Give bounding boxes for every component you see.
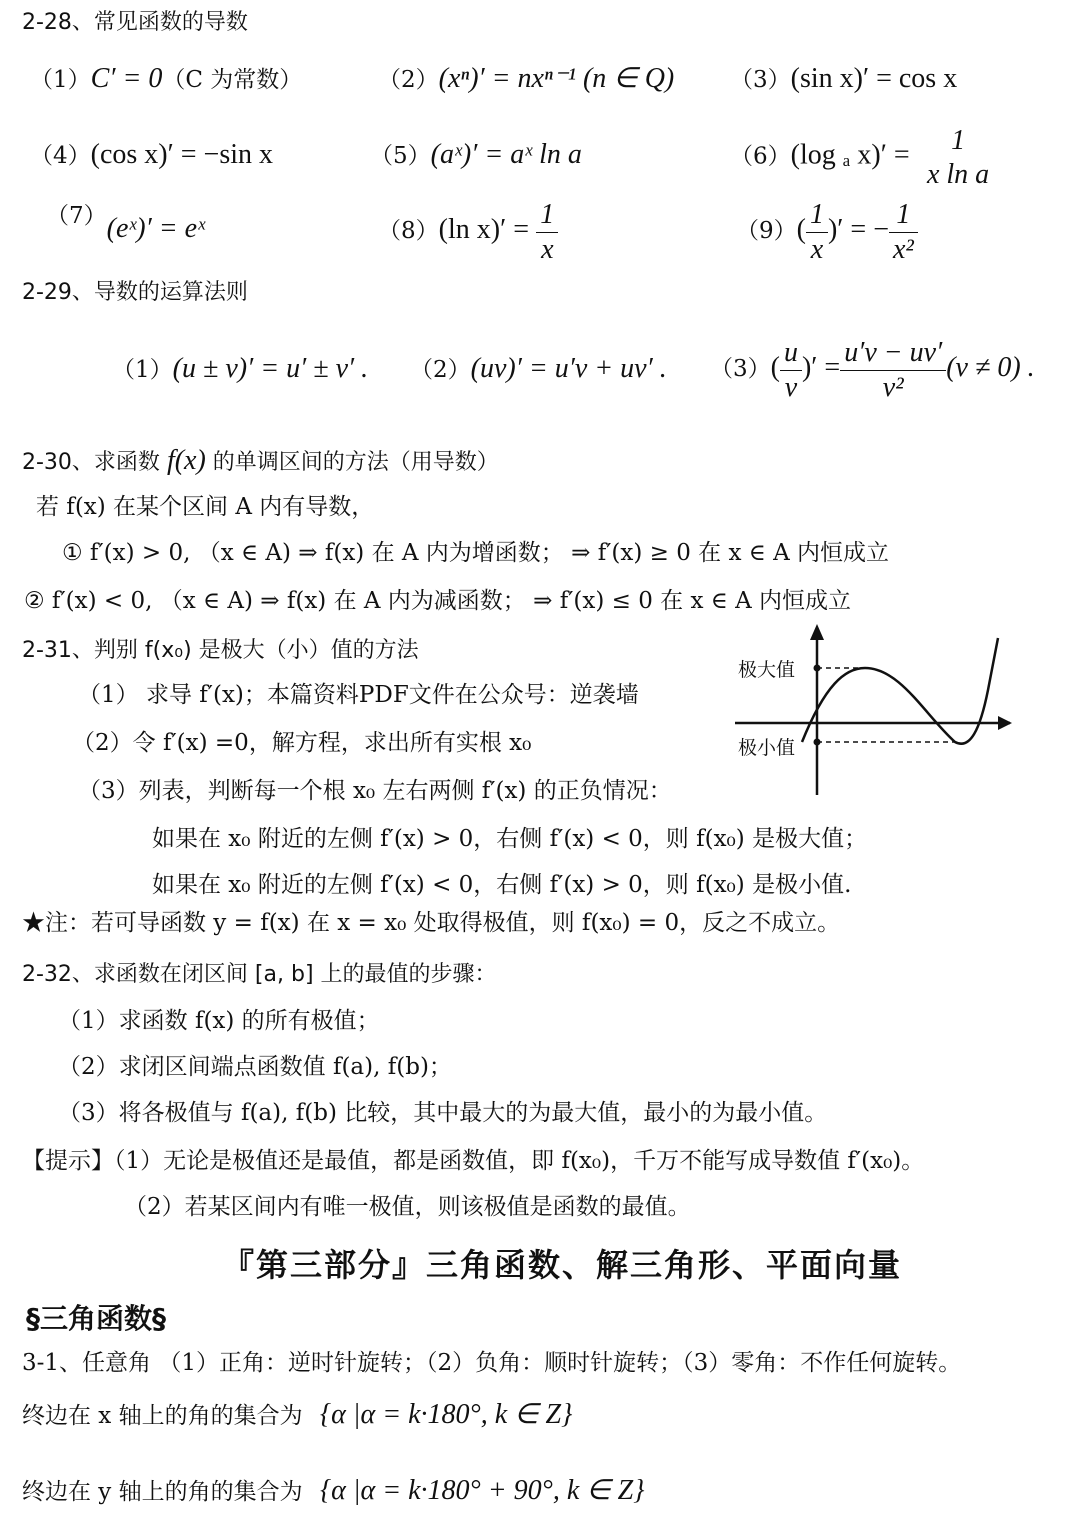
- fraction-denominator: x ln a: [926, 158, 990, 190]
- fraction-numerator: 1: [806, 198, 828, 233]
- extremum-step-3: （3）列表，判断每一个根 x₀ 左右两侧 f′(x) 的正负情况：: [78, 778, 672, 804]
- set-description: 终边在 x 轴上的角的集合为: [22, 1403, 303, 1429]
- formula-number: （2）: [378, 67, 439, 93]
- part-3-title: 『第三部分』三角函数、解三角形、平面向量: [222, 1246, 903, 1284]
- formula-expression: (cos x)′ = −sin x: [90, 139, 273, 170]
- formula-number: （1）: [30, 67, 91, 93]
- formula-lhs: (log ₐ x)′ =: [790, 139, 910, 171]
- formula-number: （3）: [730, 67, 791, 93]
- derivative-formula-9: [736, 198, 918, 266]
- graph-min-point: [814, 739, 821, 746]
- extremum-case-min: 如果在 x₀ 附近的左侧 f′(x) < 0，右侧 f′(x) > 0，则 f(x₀) 是极小值.: [152, 872, 852, 898]
- section-3-1-text: 3-1、任意角 （1）正角：逆时针旋转；（2）负角：顺时针旋转；（3）零角：不作任何旋转。: [22, 1350, 962, 1376]
- derivative-formula-3: [730, 62, 957, 96]
- formula-expression: (eˣ)′ = eˣ: [106, 213, 205, 244]
- formula-number: （5）: [370, 143, 431, 169]
- formula-paren-open: (: [796, 214, 806, 246]
- fraction-denominator: x²: [893, 233, 914, 265]
- derivative-formula-4: [30, 138, 273, 172]
- formula-fraction: [923, 124, 993, 191]
- fraction-denominator: v²: [882, 371, 904, 403]
- derivative-formula-1: [30, 62, 302, 96]
- rule-expression: (uv)′ = u′v + uv′ .: [470, 353, 667, 384]
- extremum-step-1: （1） 求导 f′(x)；本篇资料PDF文件在公众号：逆袭墙: [78, 682, 639, 708]
- extremum-case-max: 如果在 x₀ 附近的左侧 f′(x) > 0，右侧 f′(x) < 0，则 f(x₀) 是极大值；: [152, 826, 868, 852]
- fraction-denominator: x: [541, 233, 554, 265]
- rule-2: [410, 352, 667, 386]
- formula-expression: C′ = 0: [90, 63, 163, 94]
- rule-fraction-left: [780, 336, 802, 404]
- graph-x-axis-arrow: [998, 716, 1012, 730]
- set-description: 终边在 y 轴上的角的集合为: [22, 1479, 303, 1505]
- formula-fraction: [536, 198, 558, 266]
- rule-number: （2）: [410, 357, 471, 383]
- fraction-numerator: u′v − uv′: [840, 336, 946, 371]
- section-2-30-heading: [22, 444, 499, 478]
- heading-text: 的单调区间的方法（用导数）: [212, 450, 499, 475]
- formula-fraction-left: [806, 198, 828, 266]
- hint-2: （2）若某区间内有唯一极值，则该极值是函数的最值。: [124, 1194, 691, 1220]
- rule-fraction-right: [840, 336, 946, 404]
- fraction-numerator: 1: [536, 198, 558, 233]
- rule-condition: (v ≠ 0) .: [946, 352, 1035, 384]
- section-2-32-heading: 2-32、求函数在闭区间 [a, b] 上的最值的步骤：: [22, 962, 497, 987]
- set-expression: {α |α = k·180° + 90°, k ∈ Z}: [319, 1475, 645, 1506]
- formula-expression: (aˣ)′ = aˣ ln a: [430, 139, 582, 170]
- formula-number: （6）: [730, 143, 791, 170]
- formula-expression: (xⁿ)′ = nxⁿ⁻¹ (n ∈ Q): [438, 63, 675, 94]
- fraction-numerator: 1: [889, 198, 918, 233]
- section-2-29-heading: 2-29、导数的运算法则: [22, 280, 248, 305]
- formula-number: （7）: [46, 203, 107, 229]
- derivative-formula-8: [378, 198, 558, 266]
- graph-min-label: 极小值: [738, 737, 796, 759]
- section-2-31-heading: 2-31、判别 f(x₀) 是极大（小）值的方法: [22, 638, 419, 663]
- derivative-formula-6: [730, 124, 993, 191]
- graph-y-axis-arrow: [810, 624, 824, 640]
- fraction-numerator: u: [780, 336, 802, 371]
- extremum-step-2: （2）令 f′(x) =0，解方程，求出所有实根 x₀: [72, 730, 532, 756]
- extremum-graph: [730, 620, 1020, 800]
- x-axis-angle-set: [22, 1398, 572, 1432]
- extremum-note: ★注：若可导函数 y = f(x) 在 x = x₀ 处取得极值，则 f(x₀) = 0，反之不成立。: [22, 910, 841, 936]
- monotonic-condition-increasing: ① f′(x) > 0, （x ∈ A) ⇒ f(x) 在 A 内为增函数； ⇒ f′(x) ≥ 0 在 x ∈ A 内恒成立: [62, 540, 890, 566]
- rule-expression: (u ± v)′ = u′ ± v′ .: [172, 353, 369, 384]
- derivative-formula-2: [378, 62, 674, 96]
- graph-max-label: 极大值: [738, 659, 796, 681]
- trig-section-title: §三角函数§: [26, 1302, 167, 1335]
- rule-1: [112, 352, 368, 386]
- rule-paren-open: (: [770, 352, 780, 384]
- graph-curve: [802, 638, 998, 744]
- formula-expression: (sin x)′ = cos x: [790, 63, 958, 94]
- set-expression: {α |α = k·180°, k ∈ Z}: [319, 1399, 573, 1430]
- graph-max-point: [814, 665, 821, 672]
- formula-fraction-right: [889, 198, 918, 266]
- rule-number: （1）: [112, 357, 173, 383]
- formula-note: （C 为常数）: [162, 67, 303, 93]
- y-axis-angle-set: [22, 1474, 644, 1508]
- rule-3: [710, 336, 1035, 404]
- extreme-value-step-2: （2）求闭区间端点函数值 f(a), f(b)；: [58, 1054, 452, 1080]
- hint-1: 【提示】（1）无论是极值还是最值，都是函数值，即 f(x₀)，千万不能写成导数值 f′(x₀)。: [22, 1148, 925, 1174]
- fraction-denominator: v: [784, 371, 798, 403]
- fraction-numerator: 1: [951, 125, 966, 156]
- rule-paren-close: )′ =: [801, 352, 841, 384]
- formula-lhs: (ln x)′ =: [438, 214, 529, 246]
- rule-number: （3）: [710, 356, 771, 383]
- fraction-denominator: x: [810, 233, 824, 265]
- formula-number: （4）: [30, 143, 91, 169]
- formula-number: （9）: [736, 218, 797, 245]
- heading-function: f(x): [166, 445, 206, 476]
- derivative-formula-7: [46, 198, 205, 244]
- extreme-value-step-3: （3）将各极值与 f(a), f(b) 比较，其中最大的为最大值，最小的为最小值。: [58, 1100, 828, 1126]
- section-2-28-heading: 2-28、常见函数的导数: [22, 10, 248, 35]
- extreme-value-step-1: （1）求函数 f(x) 的所有极值；: [58, 1008, 380, 1034]
- monotonic-condition-decreasing: ② f′(x) < 0, （x ∈ A) ⇒ f(x) 在 A 内为减函数； ⇒ f′(x) ≤ 0 在 x ∈ A 内恒成立: [24, 588, 852, 614]
- formula-paren-close: )′ = −: [827, 214, 889, 246]
- monotonic-intro: 若 f(x) 在某个区间 A 内有导数，: [36, 494, 375, 520]
- heading-text: 2-30、求函数: [22, 450, 160, 475]
- derivative-formula-5: [370, 138, 582, 172]
- formula-number: （8）: [378, 218, 439, 245]
